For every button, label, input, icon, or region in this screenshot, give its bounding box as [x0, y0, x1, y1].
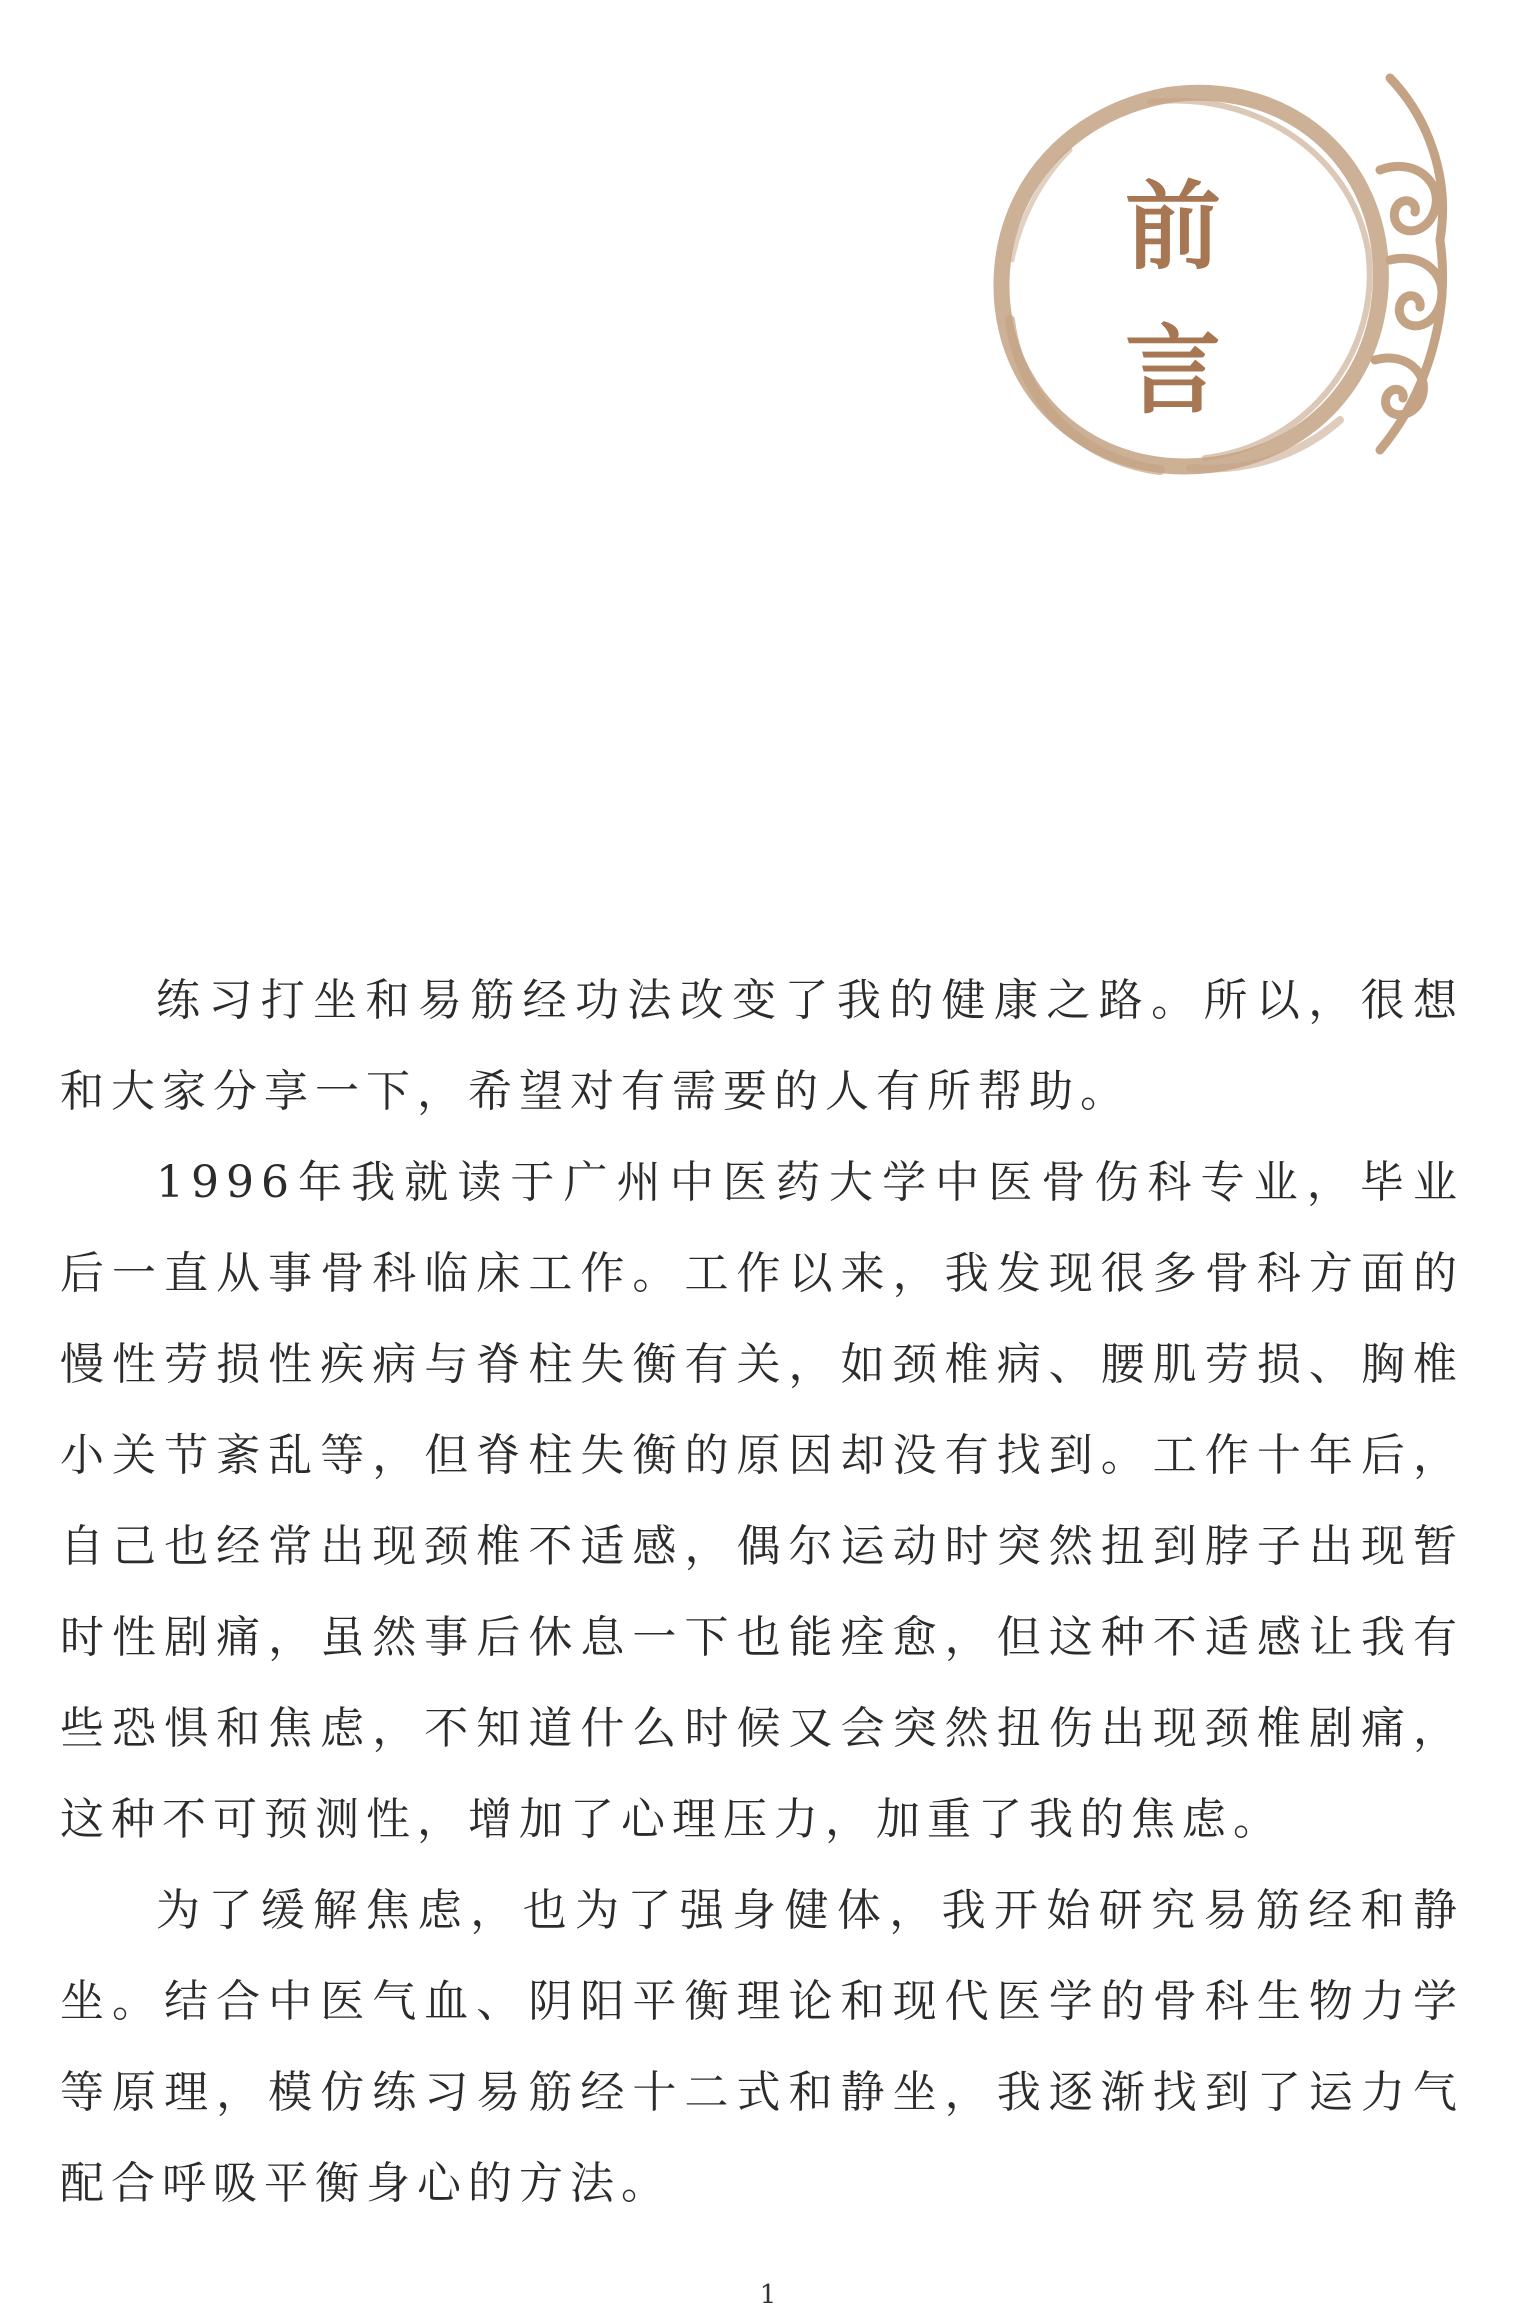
paragraph-2: 1996年我就读于广州中医药大学中医骨伤科专业，毕业后一直从事骨科临床工作。工作以来，我发现很多骨科方面的慢性劳损性疾病与脊柱失衡有关，如颈椎病、腰肌劳损、胸椎小关节紊乱等，但脊柱失衡的原因却没有找到。工作十年后，自己也经常出现颈椎不适感，偶尔运动时突然扭到脖子出现暂时性剧痛，虽然事后休息一下也能痊愈，但这种不适感让我有些恐惧和焦虑，不知道什么时候又会突然扭伤出现颈椎剧痛，这种不可预测性，增加了心理压力，加重了我的焦虑。 — [60, 1157, 1464, 1845]
page-title-char-2: 言 — [1125, 315, 1221, 427]
paragraph-1: 练习打坐和易筋经功法改变了我的健康之路。所以，很想和大家分享一下，希望对有需要的人有所帮助。 — [60, 975, 1464, 1117]
page-title-char-1: 前 — [1125, 171, 1221, 283]
page-number: 1 — [759, 2280, 777, 2310]
paragraph-3: 为了缓解焦虑，也为了强身健体，我开始研究易筋经和静坐。结合中医气血、阴阳平衡理论和现代医学的骨科生物力学等原理，模仿练习易筋经十二式和静坐，我逐渐找到了运力气配合呼吸平衡身心的方法。 — [60, 1885, 1464, 2209]
ink-circle-cloud-ornament — [950, 60, 1470, 530]
preface-body — [60, 955, 1464, 2229]
